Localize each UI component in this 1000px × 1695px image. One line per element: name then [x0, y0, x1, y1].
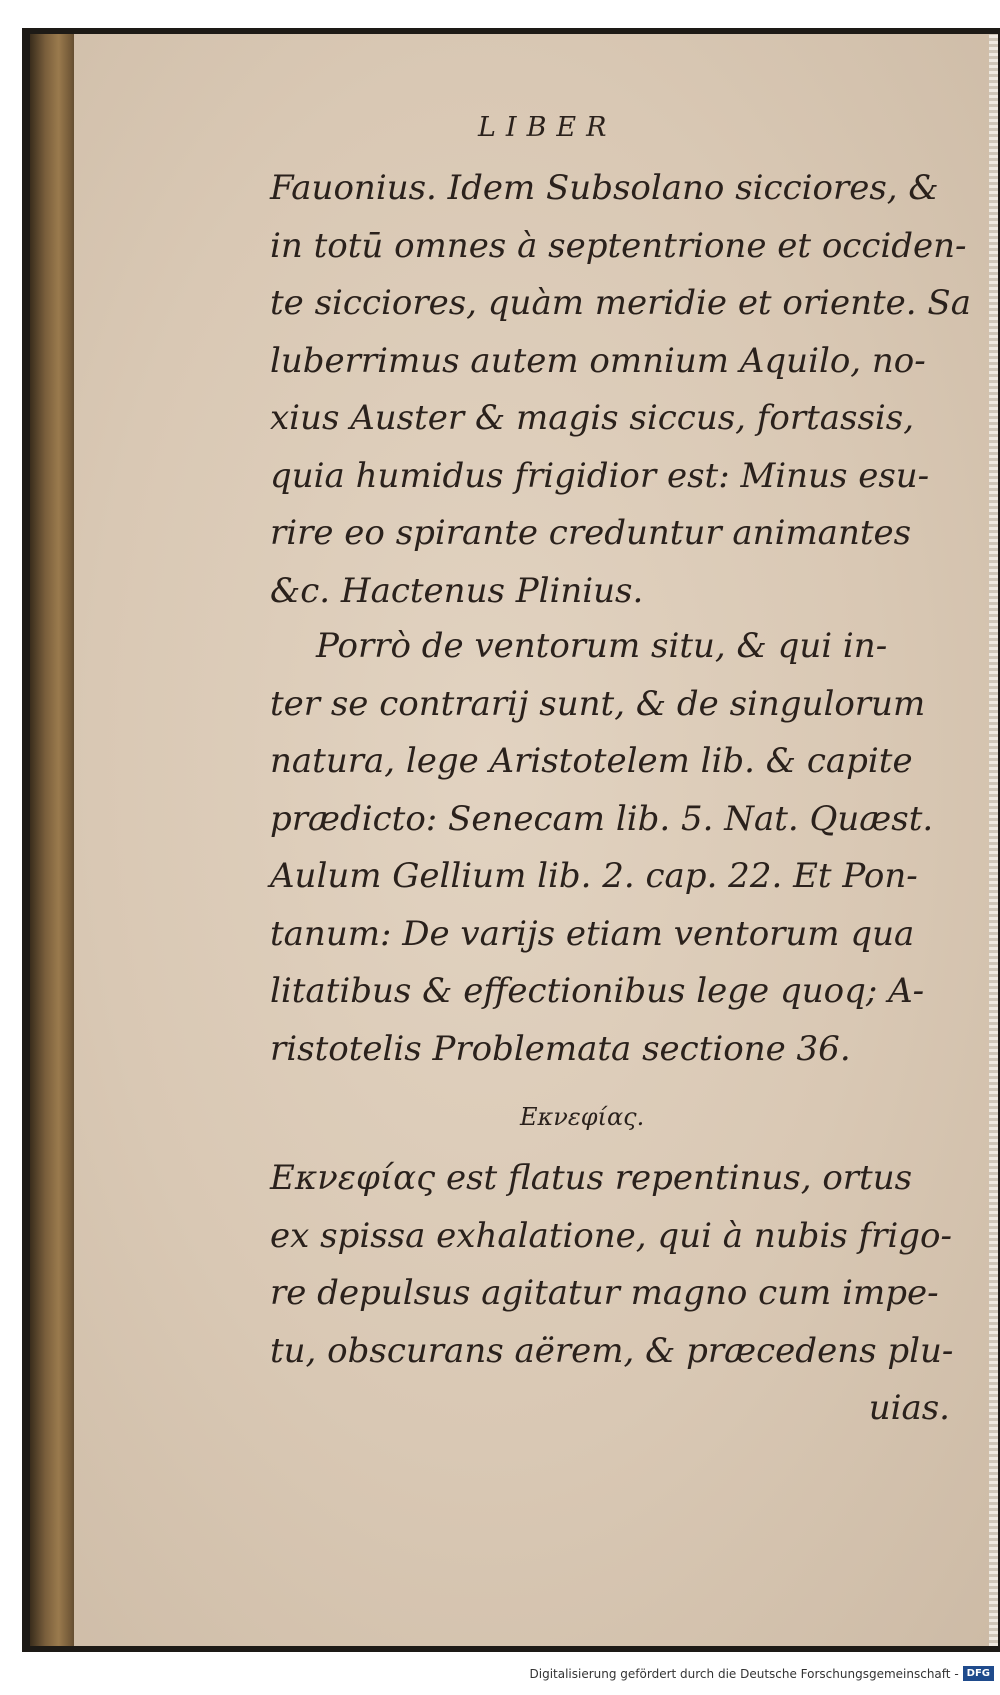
text-line: ristotelis Problemata sectione 36.: [270, 1028, 851, 1069]
running-header: LIBER: [478, 112, 617, 143]
text-line: prædicto: Senecam lib. 5. Nat. Quæst.: [270, 798, 934, 839]
text-line: Εκνεφίας est flatus repentinus, ortus: [270, 1158, 913, 1198]
text-line: &c. Hactenus Plinius.: [270, 570, 644, 611]
paragraph-1: [270, 160, 971, 620]
catchword: uias.: [868, 1388, 950, 1428]
digitization-credit: [530, 1666, 995, 1681]
text-line: Fauonius. Idem Subsolano sicciores, &: [270, 168, 939, 208]
paragraph-2: [270, 618, 950, 1078]
text-line: re depulsus agitatur magno cum impe-: [270, 1273, 939, 1313]
text-line: in totū omnes à septentrione et occiden-: [270, 225, 967, 266]
text-line: rire eo spirante creduntur animantes: [270, 513, 912, 553]
text-line: ter se contrarij sunt, & de singulorum: [270, 683, 926, 724]
text-line: tanum: De varijs etiam ventorum qua: [270, 913, 915, 954]
page-fore-edge: [989, 34, 998, 1646]
credit-text: Digitalisierung gefördert durch die Deutsche Forschungsgemeinschaft -: [529, 1666, 959, 1681]
text-line: tu, obscurans aërem, & præcedens plu-: [270, 1330, 954, 1371]
paragraph-3: [270, 1150, 954, 1438]
text-line: te sicciores, quàm meridie et oriente. Sa: [270, 283, 971, 323]
text-line: Porrò de ventorum situ, & qui in-: [316, 626, 888, 666]
text-line: natura, lege Aristotelem lib. & capite: [270, 741, 913, 781]
text-line: ex spissa exhalatione, qui à nubis frigo-: [270, 1215, 952, 1256]
text-line: Aulum Gellium lib. 2. cap. 22. Et Pon-: [270, 856, 918, 896]
text-line: luberrimus autem omnium Aquilo, no-: [270, 340, 926, 381]
text-line: litatibus & effectionibus lege quoq; A-: [270, 971, 925, 1011]
dfg-logo: DFG: [963, 1666, 994, 1681]
text-line: quia humidus frigidior est: Minus esu-: [270, 455, 930, 496]
section-heading: Εκνεφίας.: [520, 1103, 645, 1131]
text-line: xius Auster & magis siccus, fortassis,: [270, 398, 915, 438]
